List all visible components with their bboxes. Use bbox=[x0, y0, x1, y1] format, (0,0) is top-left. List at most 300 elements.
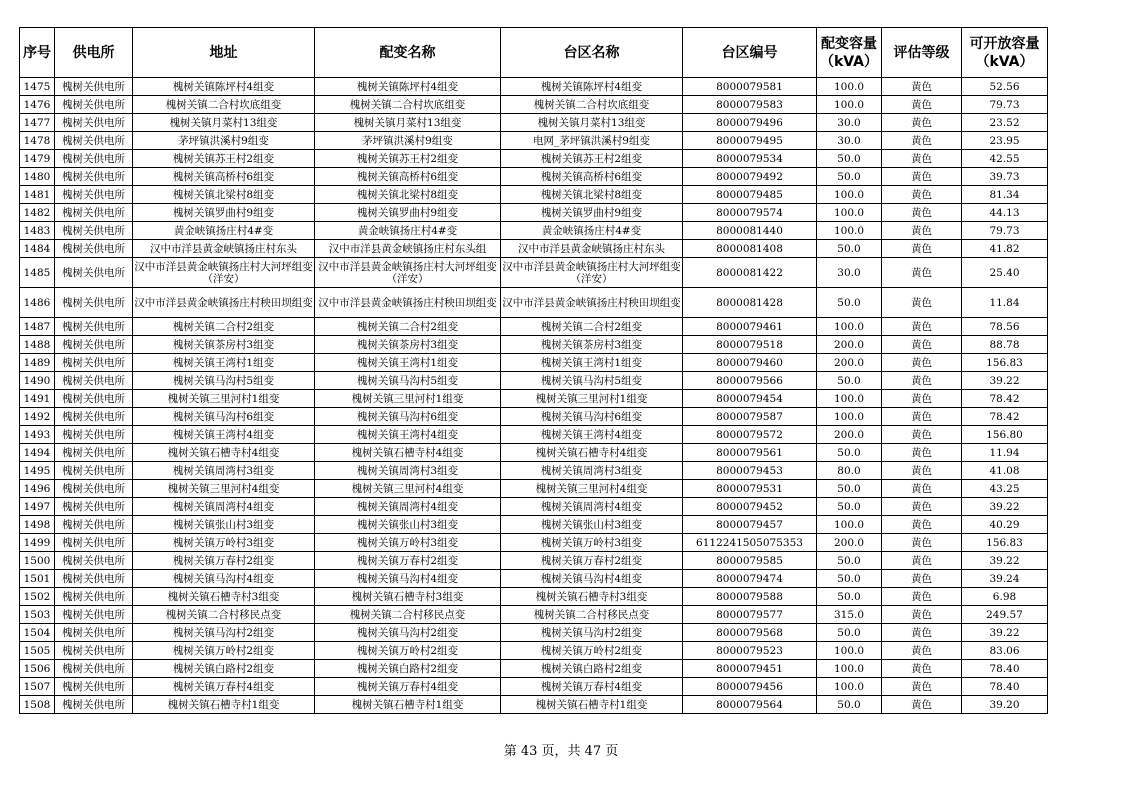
cell-rating: 黄色 bbox=[882, 660, 962, 678]
table-row bbox=[20, 390, 1048, 408]
cell-area-code: 8000081440 bbox=[683, 222, 817, 240]
cell-station: 槐树关供电所 bbox=[55, 390, 133, 408]
cell-transformer-name: 黄金峡镇扬庄村4#变 bbox=[315, 222, 501, 240]
cell-capacity: 100.0 bbox=[817, 642, 882, 660]
cell-seq: 1481 bbox=[20, 186, 55, 204]
cell-rating: 黄色 bbox=[882, 462, 962, 480]
header-station: 供电所 bbox=[55, 28, 133, 78]
cell-area-name: 槐树关镇北梁村8组变 bbox=[501, 186, 683, 204]
cell-capacity: 100.0 bbox=[817, 186, 882, 204]
table-row bbox=[20, 222, 1048, 240]
cell-rating: 黄色 bbox=[882, 606, 962, 624]
cell-seq: 1507 bbox=[20, 678, 55, 696]
cell-transformer-name: 槐树关镇石槽寺村1组变 bbox=[315, 696, 501, 714]
cell-open-capacity: 39.73 bbox=[962, 168, 1048, 186]
cell-seq: 1503 bbox=[20, 606, 55, 624]
cell-capacity: 200.0 bbox=[817, 534, 882, 552]
header-open-capacity: 可开放容量 （kVA） bbox=[962, 28, 1048, 78]
cell-open-capacity: 44.13 bbox=[962, 204, 1048, 222]
cell-address: 汉中市洋县黄金峡镇扬庄村东头 bbox=[133, 240, 315, 258]
cell-seq: 1504 bbox=[20, 624, 55, 642]
cell-transformer-name: 槐树关镇二合村2组变 bbox=[315, 318, 501, 336]
cell-station: 槐树关供电所 bbox=[55, 534, 133, 552]
cell-seq: 1502 bbox=[20, 588, 55, 606]
cell-address: 槐树关镇三里河村1组变 bbox=[133, 390, 315, 408]
cell-area-name: 槐树关镇三里河村1组变 bbox=[501, 390, 683, 408]
cell-transformer-name: 槐树关镇马沟村2组变 bbox=[315, 624, 501, 642]
cell-transformer-name: 槐树关镇二合村坎底组变 bbox=[315, 96, 501, 114]
table-row bbox=[20, 696, 1048, 714]
cell-address: 槐树关镇白路村2组变 bbox=[133, 660, 315, 678]
cell-open-capacity: 23.95 bbox=[962, 132, 1048, 150]
cell-capacity: 50.0 bbox=[817, 570, 882, 588]
cell-station: 槐树关供电所 bbox=[55, 372, 133, 390]
cell-rating: 黄色 bbox=[882, 516, 962, 534]
table-row bbox=[20, 444, 1048, 462]
cell-area-code: 8000081422 bbox=[683, 258, 817, 288]
cell-seq: 1490 bbox=[20, 372, 55, 390]
header-seq: 序号 bbox=[20, 28, 55, 78]
cell-area-code: 8000079452 bbox=[683, 498, 817, 516]
cell-open-capacity: 11.94 bbox=[962, 444, 1048, 462]
cell-seq: 1475 bbox=[20, 78, 55, 96]
cell-seq: 1494 bbox=[20, 444, 55, 462]
cell-capacity: 50.0 bbox=[817, 552, 882, 570]
cell-area-name: 槐树关镇马沟村5组变 bbox=[501, 372, 683, 390]
table-row bbox=[20, 96, 1048, 114]
cell-area-name: 汉中市洋县黄金峡镇扬庄村东头 bbox=[501, 240, 683, 258]
cell-address: 槐树关镇二合村2组变 bbox=[133, 318, 315, 336]
cell-area-name: 黄金峡镇扬庄村4#变 bbox=[501, 222, 683, 240]
header-transformer-name: 配变名称 bbox=[315, 28, 501, 78]
cell-area-name: 槐树关镇王湾村4组变 bbox=[501, 426, 683, 444]
cell-capacity: 30.0 bbox=[817, 114, 882, 132]
cell-area-code: 8000081428 bbox=[683, 288, 817, 318]
cell-transformer-name: 槐树关镇万岭村3组变 bbox=[315, 534, 501, 552]
cell-address: 槐树关镇周湾村4组变 bbox=[133, 498, 315, 516]
cell-capacity: 100.0 bbox=[817, 408, 882, 426]
header-address: 地址 bbox=[133, 28, 315, 78]
table-header-row bbox=[20, 28, 1048, 78]
cell-seq: 1478 bbox=[20, 132, 55, 150]
cell-open-capacity: 39.20 bbox=[962, 696, 1048, 714]
cell-capacity: 200.0 bbox=[817, 426, 882, 444]
cell-seq: 1483 bbox=[20, 222, 55, 240]
cell-address: 槐树关镇月菜村13组变 bbox=[133, 114, 315, 132]
cell-rating: 黄色 bbox=[882, 534, 962, 552]
table-row bbox=[20, 372, 1048, 390]
cell-seq: 1506 bbox=[20, 660, 55, 678]
cell-station: 槐树关供电所 bbox=[55, 516, 133, 534]
cell-rating: 黄色 bbox=[882, 480, 962, 498]
cell-rating: 黄色 bbox=[882, 426, 962, 444]
cell-area-code: 8000079518 bbox=[683, 336, 817, 354]
cell-open-capacity: 249.57 bbox=[962, 606, 1048, 624]
cell-address: 槐树关镇二合村坎底组变 bbox=[133, 96, 315, 114]
cell-area-name: 槐树关镇二合村移民点变 bbox=[501, 606, 683, 624]
cell-transformer-name: 槐树关镇张山村3组变 bbox=[315, 516, 501, 534]
cell-area-name: 槐树关镇石槽寺村4组变 bbox=[501, 444, 683, 462]
cell-area-code: 8000081408 bbox=[683, 240, 817, 258]
table-row bbox=[20, 462, 1048, 480]
cell-capacity: 30.0 bbox=[817, 132, 882, 150]
cell-address: 槐树关镇高桥村6组变 bbox=[133, 168, 315, 186]
cell-capacity: 100.0 bbox=[817, 390, 882, 408]
cell-open-capacity: 39.22 bbox=[962, 552, 1048, 570]
cell-seq: 1484 bbox=[20, 240, 55, 258]
cell-capacity: 50.0 bbox=[817, 444, 882, 462]
cell-area-code: 8000079457 bbox=[683, 516, 817, 534]
cell-area-name: 槐树关镇罗曲村9组变 bbox=[501, 204, 683, 222]
cell-area-code: 8000079485 bbox=[683, 186, 817, 204]
cell-station: 槐树关供电所 bbox=[55, 96, 133, 114]
cell-capacity: 50.0 bbox=[817, 624, 882, 642]
table-row bbox=[20, 678, 1048, 696]
cell-capacity: 30.0 bbox=[817, 258, 882, 288]
cell-seq: 1491 bbox=[20, 390, 55, 408]
cell-area-code: 8000079561 bbox=[683, 444, 817, 462]
cell-rating: 黄色 bbox=[882, 588, 962, 606]
cell-seq: 1476 bbox=[20, 96, 55, 114]
cell-transformer-name: 槐树关镇马沟村6组变 bbox=[315, 408, 501, 426]
cell-capacity: 50.0 bbox=[817, 372, 882, 390]
cell-rating: 黄色 bbox=[882, 696, 962, 714]
cell-area-name: 汉中市洋县黄金峡镇扬庄村秧田坝组变 bbox=[501, 288, 683, 318]
table-row bbox=[20, 240, 1048, 258]
cell-area-name: 槐树关镇石槽寺村3组变 bbox=[501, 588, 683, 606]
cell-transformer-name: 槐树关镇石槽寺村3组变 bbox=[315, 588, 501, 606]
cell-rating: 黄色 bbox=[882, 570, 962, 588]
cell-capacity: 50.0 bbox=[817, 480, 882, 498]
cell-open-capacity: 42.55 bbox=[962, 150, 1048, 168]
cell-station: 槐树关供电所 bbox=[55, 78, 133, 96]
cell-transformer-name: 槐树关镇高桥村6组变 bbox=[315, 168, 501, 186]
cell-rating: 黄色 bbox=[882, 258, 962, 288]
cell-area-code: 8000079566 bbox=[683, 372, 817, 390]
table-row bbox=[20, 258, 1048, 288]
cell-address: 槐树关镇马沟村6组变 bbox=[133, 408, 315, 426]
cell-rating: 黄色 bbox=[882, 624, 962, 642]
cell-station: 槐树关供电所 bbox=[55, 426, 133, 444]
cell-capacity: 100.0 bbox=[817, 318, 882, 336]
cell-area-code: 6112241505075353 bbox=[683, 534, 817, 552]
cell-transformer-name: 槐树关镇万春村2组变 bbox=[315, 552, 501, 570]
cell-address: 槐树关镇三里河村4组变 bbox=[133, 480, 315, 498]
cell-open-capacity: 39.22 bbox=[962, 372, 1048, 390]
cell-address: 茅坪镇洪溪村9组变 bbox=[133, 132, 315, 150]
table-row bbox=[20, 354, 1048, 372]
cell-address: 槐树关镇石槽寺村3组变 bbox=[133, 588, 315, 606]
cell-station: 槐树关供电所 bbox=[55, 678, 133, 696]
cell-rating: 黄色 bbox=[882, 642, 962, 660]
cell-capacity: 100.0 bbox=[817, 516, 882, 534]
cell-address: 槐树关镇北梁村8组变 bbox=[133, 186, 315, 204]
cell-station: 槐树关供电所 bbox=[55, 408, 133, 426]
cell-rating: 黄色 bbox=[882, 150, 962, 168]
cell-address: 汉中市洋县黄金峡镇扬庄村大河坪组变（洋安） bbox=[133, 258, 315, 288]
cell-capacity: 80.0 bbox=[817, 462, 882, 480]
cell-address: 槐树关镇万岭村3组变 bbox=[133, 534, 315, 552]
cell-station: 槐树关供电所 bbox=[55, 660, 133, 678]
cell-area-code: 8000079581 bbox=[683, 78, 817, 96]
cell-transformer-name: 槐树关镇三里河村4组变 bbox=[315, 480, 501, 498]
cell-seq: 1489 bbox=[20, 354, 55, 372]
cell-transformer-name: 槐树关镇万岭村2组变 bbox=[315, 642, 501, 660]
cell-station: 槐树关供电所 bbox=[55, 240, 133, 258]
cell-area-name: 槐树关镇马沟村6组变 bbox=[501, 408, 683, 426]
cell-area-name: 槐树关镇万春村4组变 bbox=[501, 678, 683, 696]
cell-area-name: 槐树关镇王湾村1组变 bbox=[501, 354, 683, 372]
cell-open-capacity: 81.34 bbox=[962, 186, 1048, 204]
cell-rating: 黄色 bbox=[882, 186, 962, 204]
cell-open-capacity: 78.42 bbox=[962, 390, 1048, 408]
capacity-table bbox=[19, 27, 1048, 714]
cell-area-code: 8000079588 bbox=[683, 588, 817, 606]
cell-area-code: 8000079496 bbox=[683, 114, 817, 132]
cell-area-code: 8000079461 bbox=[683, 318, 817, 336]
cell-station: 槐树关供电所 bbox=[55, 222, 133, 240]
cell-station: 槐树关供电所 bbox=[55, 204, 133, 222]
cell-open-capacity: 39.22 bbox=[962, 498, 1048, 516]
cell-station: 槐树关供电所 bbox=[55, 624, 133, 642]
cell-seq: 1498 bbox=[20, 516, 55, 534]
cell-transformer-name: 汉中市洋县黄金峡镇扬庄村大河坪组变（洋安） bbox=[315, 258, 501, 288]
table-row bbox=[20, 336, 1048, 354]
table-row bbox=[20, 516, 1048, 534]
cell-rating: 黄色 bbox=[882, 288, 962, 318]
cell-area-name: 槐树关镇二合村坎底组变 bbox=[501, 96, 683, 114]
cell-capacity: 200.0 bbox=[817, 354, 882, 372]
cell-station: 槐树关供电所 bbox=[55, 588, 133, 606]
cell-station: 槐树关供电所 bbox=[55, 570, 133, 588]
cell-area-code: 8000079534 bbox=[683, 150, 817, 168]
cell-capacity: 100.0 bbox=[817, 204, 882, 222]
cell-area-code: 8000079531 bbox=[683, 480, 817, 498]
table-row bbox=[20, 204, 1048, 222]
cell-transformer-name: 槐树关镇三里河村1组变 bbox=[315, 390, 501, 408]
cell-address: 槐树关镇马沟村2组变 bbox=[133, 624, 315, 642]
cell-seq: 1505 bbox=[20, 642, 55, 660]
cell-station: 槐树关供电所 bbox=[55, 462, 133, 480]
cell-area-name: 槐树关镇周湾村4组变 bbox=[501, 498, 683, 516]
cell-area-name: 槐树关镇万春村2组变 bbox=[501, 552, 683, 570]
table-row bbox=[20, 480, 1048, 498]
cell-area-code: 8000079495 bbox=[683, 132, 817, 150]
header-rating: 评估等级 bbox=[882, 28, 962, 78]
cell-station: 槐树关供电所 bbox=[55, 132, 133, 150]
cell-area-code: 8000079492 bbox=[683, 168, 817, 186]
cell-address: 汉中市洋县黄金峡镇扬庄村秧田坝组变 bbox=[133, 288, 315, 318]
cell-rating: 黄色 bbox=[882, 132, 962, 150]
table-row bbox=[20, 570, 1048, 588]
cell-address: 槐树关镇万春村2组变 bbox=[133, 552, 315, 570]
cell-address: 槐树关镇石槽寺村1组变 bbox=[133, 696, 315, 714]
cell-address: 槐树关镇茶房村3组变 bbox=[133, 336, 315, 354]
cell-area-name: 槐树关镇白路村2组变 bbox=[501, 660, 683, 678]
cell-open-capacity: 6.98 bbox=[962, 588, 1048, 606]
cell-transformer-name: 槐树关镇万春村4组变 bbox=[315, 678, 501, 696]
cell-rating: 黄色 bbox=[882, 354, 962, 372]
cell-address: 槐树关镇万岭村2组变 bbox=[133, 642, 315, 660]
cell-address: 槐树关镇石槽寺村4组变 bbox=[133, 444, 315, 462]
cell-rating: 黄色 bbox=[882, 204, 962, 222]
cell-area-name: 槐树关镇万岭村3组变 bbox=[501, 534, 683, 552]
cell-capacity: 100.0 bbox=[817, 96, 882, 114]
table-row bbox=[20, 642, 1048, 660]
cell-address: 槐树关镇陈坪村4组变 bbox=[133, 78, 315, 96]
cell-station: 槐树关供电所 bbox=[55, 606, 133, 624]
cell-area-code: 8000079460 bbox=[683, 354, 817, 372]
cell-station: 槐树关供电所 bbox=[55, 642, 133, 660]
cell-seq: 1500 bbox=[20, 552, 55, 570]
cell-seq: 1482 bbox=[20, 204, 55, 222]
cell-address: 槐树关镇周湾村3组变 bbox=[133, 462, 315, 480]
cell-area-name: 槐树关镇三里河村4组变 bbox=[501, 480, 683, 498]
cell-transformer-name: 汉中市洋县黄金峡镇扬庄村东头组 bbox=[315, 240, 501, 258]
cell-transformer-name: 槐树关镇茶房村3组变 bbox=[315, 336, 501, 354]
cell-seq: 1493 bbox=[20, 426, 55, 444]
cell-area-name: 汉中市洋县黄金峡镇扬庄村大河坪组变（洋安） bbox=[501, 258, 683, 288]
cell-seq: 1479 bbox=[20, 150, 55, 168]
header-area-code: 台区编号 bbox=[683, 28, 817, 78]
cell-address: 槐树关镇马沟村5组变 bbox=[133, 372, 315, 390]
cell-address: 槐树关镇张山村3组变 bbox=[133, 516, 315, 534]
cell-address: 槐树关镇罗曲村9组变 bbox=[133, 204, 315, 222]
cell-station: 槐树关供电所 bbox=[55, 150, 133, 168]
cell-station: 槐树关供电所 bbox=[55, 114, 133, 132]
cell-transformer-name: 槐树关镇二合村移民点变 bbox=[315, 606, 501, 624]
table-row bbox=[20, 426, 1048, 444]
cell-rating: 黄色 bbox=[882, 78, 962, 96]
table-row bbox=[20, 288, 1048, 318]
cell-capacity: 100.0 bbox=[817, 678, 882, 696]
cell-transformer-name: 槐树关镇石槽寺村4组变 bbox=[315, 444, 501, 462]
table-row bbox=[20, 132, 1048, 150]
cell-open-capacity: 52.56 bbox=[962, 78, 1048, 96]
cell-rating: 黄色 bbox=[882, 372, 962, 390]
cell-area-name: 槐树关镇苏王村2组变 bbox=[501, 150, 683, 168]
header-area-name: 台区名称 bbox=[501, 28, 683, 78]
table-row bbox=[20, 114, 1048, 132]
cell-capacity: 50.0 bbox=[817, 150, 882, 168]
cell-capacity: 50.0 bbox=[817, 240, 882, 258]
cell-transformer-name: 槐树关镇周湾村3组变 bbox=[315, 462, 501, 480]
table-row bbox=[20, 534, 1048, 552]
cell-seq: 1492 bbox=[20, 408, 55, 426]
cell-station: 槐树关供电所 bbox=[55, 288, 133, 318]
cell-capacity: 200.0 bbox=[817, 336, 882, 354]
cell-area-code: 8000079474 bbox=[683, 570, 817, 588]
cell-open-capacity: 40.29 bbox=[962, 516, 1048, 534]
cell-rating: 黄色 bbox=[882, 114, 962, 132]
cell-seq: 1488 bbox=[20, 336, 55, 354]
cell-area-code: 8000079587 bbox=[683, 408, 817, 426]
cell-seq: 1495 bbox=[20, 462, 55, 480]
cell-open-capacity: 25.40 bbox=[962, 258, 1048, 288]
cell-station: 槐树关供电所 bbox=[55, 186, 133, 204]
cell-seq: 1487 bbox=[20, 318, 55, 336]
cell-transformer-name: 槐树关镇陈坪村4组变 bbox=[315, 78, 501, 96]
cell-station: 槐树关供电所 bbox=[55, 498, 133, 516]
cell-transformer-name: 槐树关镇月菜村13组变 bbox=[315, 114, 501, 132]
cell-area-name: 电网_茅坪镇洪溪村9组变 bbox=[501, 132, 683, 150]
cell-station: 槐树关供电所 bbox=[55, 696, 133, 714]
cell-address: 槐树关镇王湾村4组变 bbox=[133, 426, 315, 444]
cell-capacity: 50.0 bbox=[817, 588, 882, 606]
cell-area-name: 槐树关镇张山村3组变 bbox=[501, 516, 683, 534]
cell-transformer-name: 槐树关镇苏王村2组变 bbox=[315, 150, 501, 168]
cell-area-code: 8000079523 bbox=[683, 642, 817, 660]
cell-address: 槐树关镇苏王村2组变 bbox=[133, 150, 315, 168]
cell-area-name: 槐树关镇马沟村2组变 bbox=[501, 624, 683, 642]
cell-capacity: 50.0 bbox=[817, 696, 882, 714]
cell-rating: 黄色 bbox=[882, 318, 962, 336]
cell-open-capacity: 79.73 bbox=[962, 96, 1048, 114]
cell-station: 槐树关供电所 bbox=[55, 258, 133, 288]
cell-rating: 黄色 bbox=[882, 408, 962, 426]
cell-station: 槐树关供电所 bbox=[55, 480, 133, 498]
cell-open-capacity: 79.73 bbox=[962, 222, 1048, 240]
cell-area-code: 8000079572 bbox=[683, 426, 817, 444]
cell-rating: 黄色 bbox=[882, 96, 962, 114]
cell-transformer-name: 汉中市洋县黄金峡镇扬庄村秧田坝组变 bbox=[315, 288, 501, 318]
cell-area-name: 槐树关镇高桥村6组变 bbox=[501, 168, 683, 186]
cell-open-capacity: 41.82 bbox=[962, 240, 1048, 258]
cell-seq: 1508 bbox=[20, 696, 55, 714]
cell-transformer-name: 槐树关镇白路村2组变 bbox=[315, 660, 501, 678]
cell-capacity: 50.0 bbox=[817, 498, 882, 516]
cell-open-capacity: 83.06 bbox=[962, 642, 1048, 660]
cell-seq: 1496 bbox=[20, 480, 55, 498]
cell-capacity: 315.0 bbox=[817, 606, 882, 624]
cell-open-capacity: 78.56 bbox=[962, 318, 1048, 336]
cell-station: 槐树关供电所 bbox=[55, 336, 133, 354]
table-row bbox=[20, 186, 1048, 204]
cell-open-capacity: 78.42 bbox=[962, 408, 1048, 426]
table-row bbox=[20, 624, 1048, 642]
cell-area-name: 槐树关镇万岭村2组变 bbox=[501, 642, 683, 660]
cell-transformer-name: 槐树关镇马沟村5组变 bbox=[315, 372, 501, 390]
table-row bbox=[20, 588, 1048, 606]
cell-area-name: 槐树关镇马沟村4组变 bbox=[501, 570, 683, 588]
cell-transformer-name: 槐树关镇王湾村4组变 bbox=[315, 426, 501, 444]
cell-area-code: 8000079564 bbox=[683, 696, 817, 714]
cell-area-code: 8000079451 bbox=[683, 660, 817, 678]
cell-area-code: 8000079574 bbox=[683, 204, 817, 222]
cell-station: 槐树关供电所 bbox=[55, 354, 133, 372]
cell-transformer-name: 槐树关镇罗曲村9组变 bbox=[315, 204, 501, 222]
cell-transformer-name: 槐树关镇周湾村4组变 bbox=[315, 498, 501, 516]
cell-area-code: 8000079577 bbox=[683, 606, 817, 624]
cell-open-capacity: 43.25 bbox=[962, 480, 1048, 498]
cell-capacity: 100.0 bbox=[817, 78, 882, 96]
cell-transformer-name: 槐树关镇王湾村1组变 bbox=[315, 354, 501, 372]
table-row bbox=[20, 498, 1048, 516]
cell-station: 槐树关供电所 bbox=[55, 552, 133, 570]
cell-open-capacity: 41.08 bbox=[962, 462, 1048, 480]
cell-transformer-name: 槐树关镇马沟村4组变 bbox=[315, 570, 501, 588]
cell-address: 槐树关镇万春村4组变 bbox=[133, 678, 315, 696]
cell-rating: 黄色 bbox=[882, 552, 962, 570]
table-row bbox=[20, 168, 1048, 186]
cell-area-name: 槐树关镇石槽寺村1组变 bbox=[501, 696, 683, 714]
cell-address: 槐树关镇二合村移民点变 bbox=[133, 606, 315, 624]
cell-seq: 1485 bbox=[20, 258, 55, 288]
table-row bbox=[20, 318, 1048, 336]
cell-rating: 黄色 bbox=[882, 390, 962, 408]
cell-area-name: 槐树关镇周湾村3组变 bbox=[501, 462, 683, 480]
cell-area-code: 8000079568 bbox=[683, 624, 817, 642]
